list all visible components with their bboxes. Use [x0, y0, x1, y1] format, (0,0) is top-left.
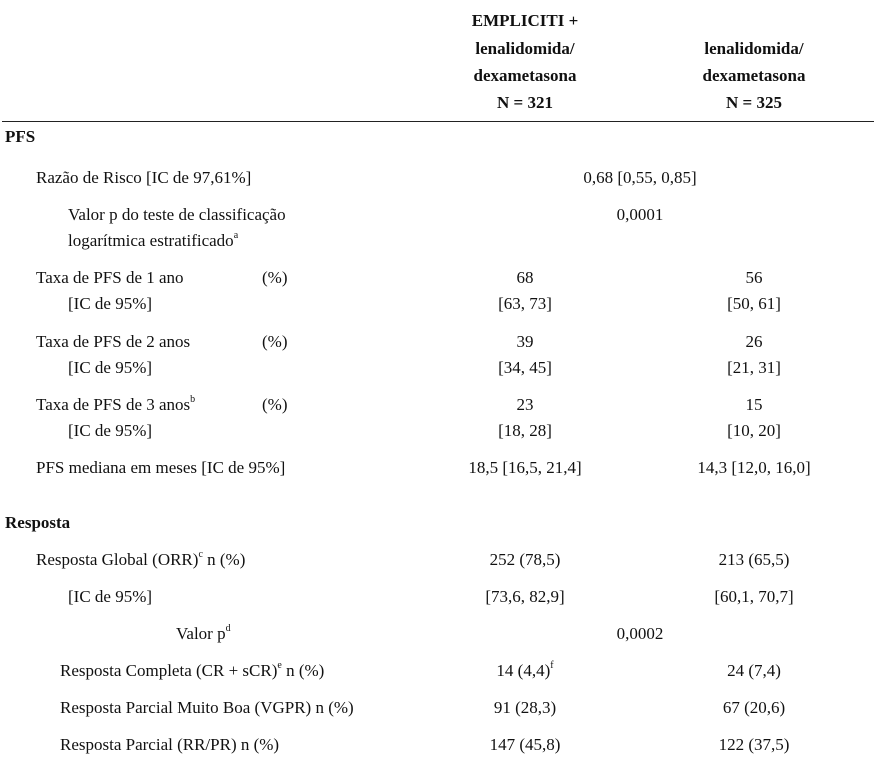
pfs-2yr-pct: (%): [262, 332, 288, 351]
pfs-1yr-col1-ci: [63, 73]: [498, 294, 552, 313]
pfs-1yr-col2-ci: [50, 61]: [727, 294, 781, 313]
pfs-2yr-col1-ci: [34, 45]: [498, 358, 552, 377]
pfs-2yr-ci-label: [IC de 95%]: [68, 358, 153, 377]
orr-ci-col1: [73,6, 82,9]: [485, 587, 565, 606]
col1-header-line1: EMPLICITI +: [471, 11, 579, 30]
pfs-1yr-label: Taxa de PFS de 1 ano: [36, 268, 184, 287]
pr-label: Resposta Parcial (RR/PR) n (%): [60, 735, 280, 754]
pfs-2yr-label: Taxa de PFS de 2 anos: [36, 332, 191, 351]
cr-col1: 14 $(4,4)^f$: [496, 660, 554, 680]
pfs-3yr-col2-ci: [10, 20]: [727, 421, 781, 440]
pr-col2: 122 (37,5): [718, 735, 790, 754]
pfs-2yr-col2: 26: [745, 332, 763, 351]
col1-header-line3: dexametasona: [473, 66, 577, 85]
pvalue-value: 0,0001: [616, 205, 664, 224]
col2-header-n: N = 325: [726, 93, 782, 112]
col2-header-line1: lenalidomida/: [704, 39, 804, 58]
col2-header-line2: dexametasona: [702, 66, 806, 85]
pfs-3yr-pct: (%): [262, 395, 288, 414]
hazard-ratio-value: 0,68 [0,55, 0,85]: [583, 168, 697, 187]
pfs-median-col1: 18,5 [16,5, 21,4]: [468, 458, 582, 477]
pfs-1yr-pct: (%): [262, 268, 288, 287]
orr-col1: 252 (78,5): [489, 550, 561, 569]
col1-header-line2: lenalidomida/: [475, 39, 575, 58]
orr-col2: 213 (65,5): [718, 550, 790, 569]
vgpr-col2: 67 (20,6): [722, 698, 786, 717]
pfs-1yr-ci-label: [IC de 95%]: [68, 294, 153, 313]
pfs-1yr-col1: 68: [516, 268, 534, 287]
pvalue-label-line2: logarítmica estratificado$^a$: [68, 230, 239, 250]
header-rule: [2, 121, 874, 122]
pfs-3yr-label: Taxa de PFS de 3 anos$^b$: [36, 394, 196, 414]
pr-col1: 147 (45,8): [489, 735, 561, 754]
pfs-2yr-col1: 39: [516, 332, 534, 351]
orr-ci-col2: [60,1, 70,7]: [714, 587, 794, 606]
pfs-1yr-col2: 56: [745, 268, 763, 287]
pfs-median-col2: 14,3 [12,0, 16,0]: [697, 458, 811, 477]
pvalue-label-line1: Valor p do teste de classificação: [68, 205, 286, 224]
pfs-3yr-col1-ci: [18, 28]: [498, 421, 552, 440]
vgpr-label: Resposta Parcial Muito Boa (VGPR) n (%): [60, 698, 354, 717]
cr-label: Resposta Completa (CR + sCR)$^e$ n (%): [60, 660, 325, 680]
response-pvalue-value: 0,0002: [616, 624, 664, 643]
orr-ci-label: [IC de 95%]: [68, 587, 153, 606]
section-response: Resposta: [5, 513, 71, 532]
col1-header-n: N = 321: [497, 93, 553, 112]
vgpr-col1: 91 (28,3): [493, 698, 557, 717]
pfs-median-label: PFS mediana em meses [IC de 95%]: [36, 458, 286, 477]
pfs-3yr-ci-label: [IC de 95%]: [68, 421, 153, 440]
hazard-ratio-label: Razão de Risco [IC de 97,61%]: [36, 168, 252, 187]
pfs-3yr-col1: 23: [516, 395, 534, 414]
section-pfs: PFS: [5, 127, 36, 146]
orr-label: Resposta Global (ORR)$^c$ n (%): [36, 549, 246, 569]
response-pvalue-label: Valor $p^d$: [176, 623, 231, 643]
pfs-3yr-col2: 15: [745, 395, 763, 414]
cr-col2: 24 (7,4): [727, 661, 781, 680]
pfs-2yr-col2-ci: [21, 31]: [727, 358, 781, 377]
